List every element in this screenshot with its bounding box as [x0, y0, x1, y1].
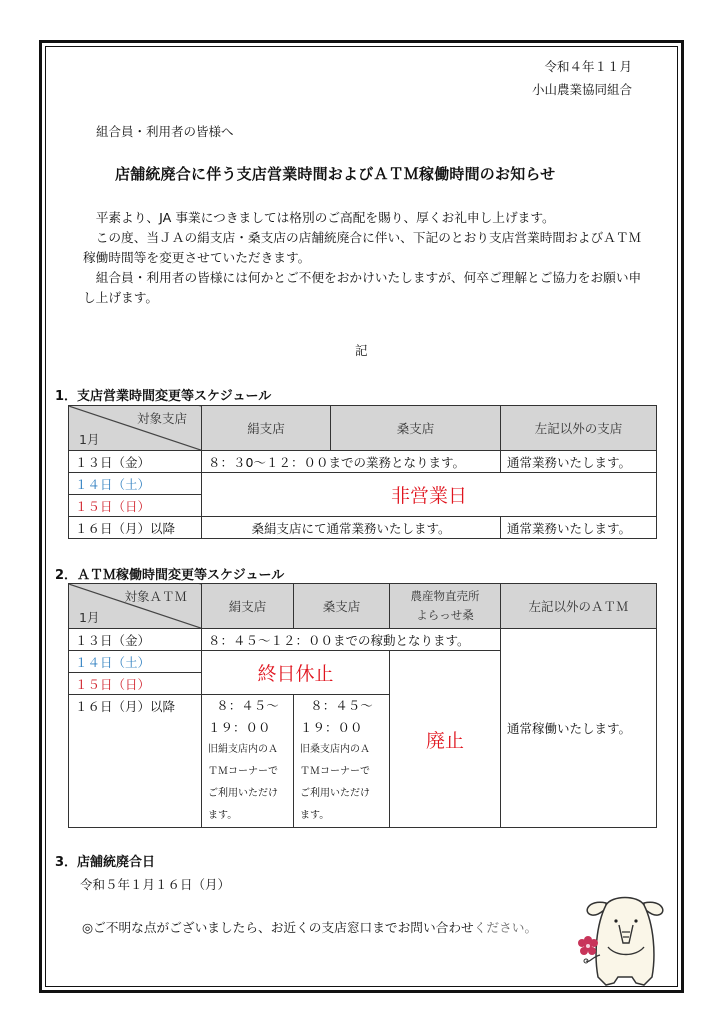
organization-name: 小山農業協同組合: [531, 82, 632, 97]
kuwa-after-cell: [294, 695, 390, 828]
time-line: ８：４５～: [310, 698, 373, 713]
time-line: １９：００: [208, 720, 271, 735]
note-line: ご利用いただけ: [300, 788, 370, 799]
body-text: [83, 208, 643, 308]
branch-hours-table: [68, 405, 657, 539]
row-day: １５日（日）: [69, 495, 202, 517]
mascot-illustration: [578, 885, 673, 990]
row-day: １３日（金）: [69, 451, 202, 473]
note-line: 旧桑支店内のＡ: [300, 744, 370, 755]
header-month: 1月: [79, 610, 100, 625]
table-row: [69, 473, 657, 495]
col-header-line: よらっせ桑: [416, 608, 474, 622]
row-day: １４日（土）: [69, 651, 202, 673]
row-merged: 桑絹支店にて通常業務いたします。: [202, 517, 501, 539]
col-header-other: 左記以外の支店: [501, 406, 657, 451]
col-header-kinu: 絹支店: [202, 406, 331, 451]
closing-text: ◎ご不明な点がございましたら、お近くの支店窓口までお問い合わせ: [82, 920, 474, 935]
row-merged: ８：３0～１２：００までの業務となります。: [202, 451, 501, 473]
col-header-kuwa: 桑支店: [331, 406, 501, 451]
atm-hours-table: [68, 583, 657, 828]
table-row: [69, 517, 657, 539]
row-day: １６日（月）以降: [69, 695, 202, 828]
paragraph-2: この度、当ＪＡの絹支店・桑支店の店舗統廃合に伴い、下記のとおり支店営業時間およびＡＴＭ稼働時間等を変更させていただきます。: [83, 230, 642, 265]
note-line: ご利用いただけ: [208, 788, 278, 799]
note-line: ＴＭコーナーで: [300, 766, 370, 777]
closing-text-light: ください。: [473, 920, 538, 935]
table-row: [69, 451, 657, 473]
abolished-label: 廃止: [390, 651, 501, 828]
closed-day-label: 非営業日: [202, 473, 657, 517]
note-line: ます。: [300, 810, 330, 821]
time-line: １９：００: [300, 720, 363, 735]
notice-date: 令和４年１１月: [544, 59, 632, 74]
closing-note: [82, 917, 537, 936]
consolidation-date: 令和５年１月１６日（月）: [80, 877, 231, 892]
ki-marker: 記: [355, 343, 368, 358]
table-corner-header: [69, 406, 202, 451]
page-title: 店舗統廃合に伴う支店営業時間およびＡＴＭ稼働時間のお知らせ: [115, 165, 556, 183]
header-target: 対象ＡＴＭ: [124, 589, 187, 604]
section1-heading: 1．支店営業時間変更等スケジュール: [55, 389, 272, 404]
note-line: 旧絹支店内のＡ: [208, 744, 278, 755]
header-month: 1月: [79, 432, 100, 447]
row-other: 通常業務いたします。: [501, 451, 657, 473]
table-corner-header: [69, 584, 202, 629]
col-header-kinu: 絹支店: [202, 584, 294, 629]
flower-icon: [578, 936, 598, 955]
row-merged: ８：４５～１２：００までの稼動となります。: [202, 629, 501, 651]
section2-heading: 2．ＡＴＭ稼働時間変更等スケジュール: [55, 568, 285, 583]
table-row: [69, 629, 657, 651]
col-header-line: 農産物直売所: [410, 589, 480, 603]
other-atm-status: 通常稼働いたします。: [501, 629, 657, 828]
section3-heading: 3．店舗統廃合日: [55, 855, 156, 870]
suspended-label: 終日休止: [202, 651, 390, 695]
row-day: １４日（土）: [69, 473, 202, 495]
note-line: ます。: [208, 810, 238, 821]
row-day: １３日（金）: [69, 629, 202, 651]
paragraph-3: 組合員・利用者の皆様には何かとご不便をおかけいたしますが、何卒ご理解とご協力をお願い申し上げます。: [83, 270, 642, 305]
paragraph-1: 平素より、JA 事業につきましては格別のご高配を賜り、厚くお礼申し上げます。: [95, 210, 555, 225]
greeting: 組合員・利用者の皆様へ: [96, 124, 234, 139]
col-header-direct-store: [390, 584, 501, 629]
col-header-kuwa: 桑支店: [294, 584, 390, 629]
row-day: １５日（日）: [69, 673, 202, 695]
row-day: １６日（月）以降: [69, 517, 202, 539]
row-other: 通常業務いたします。: [501, 517, 657, 539]
time-line: ８：４５～: [216, 698, 279, 713]
col-header-other-atm: 左記以外のＡＴＭ: [501, 584, 657, 629]
note-line: ＴＭコーナーで: [208, 766, 278, 777]
header-target: 対象支店: [136, 411, 187, 426]
kinu-after-cell: [202, 695, 294, 828]
